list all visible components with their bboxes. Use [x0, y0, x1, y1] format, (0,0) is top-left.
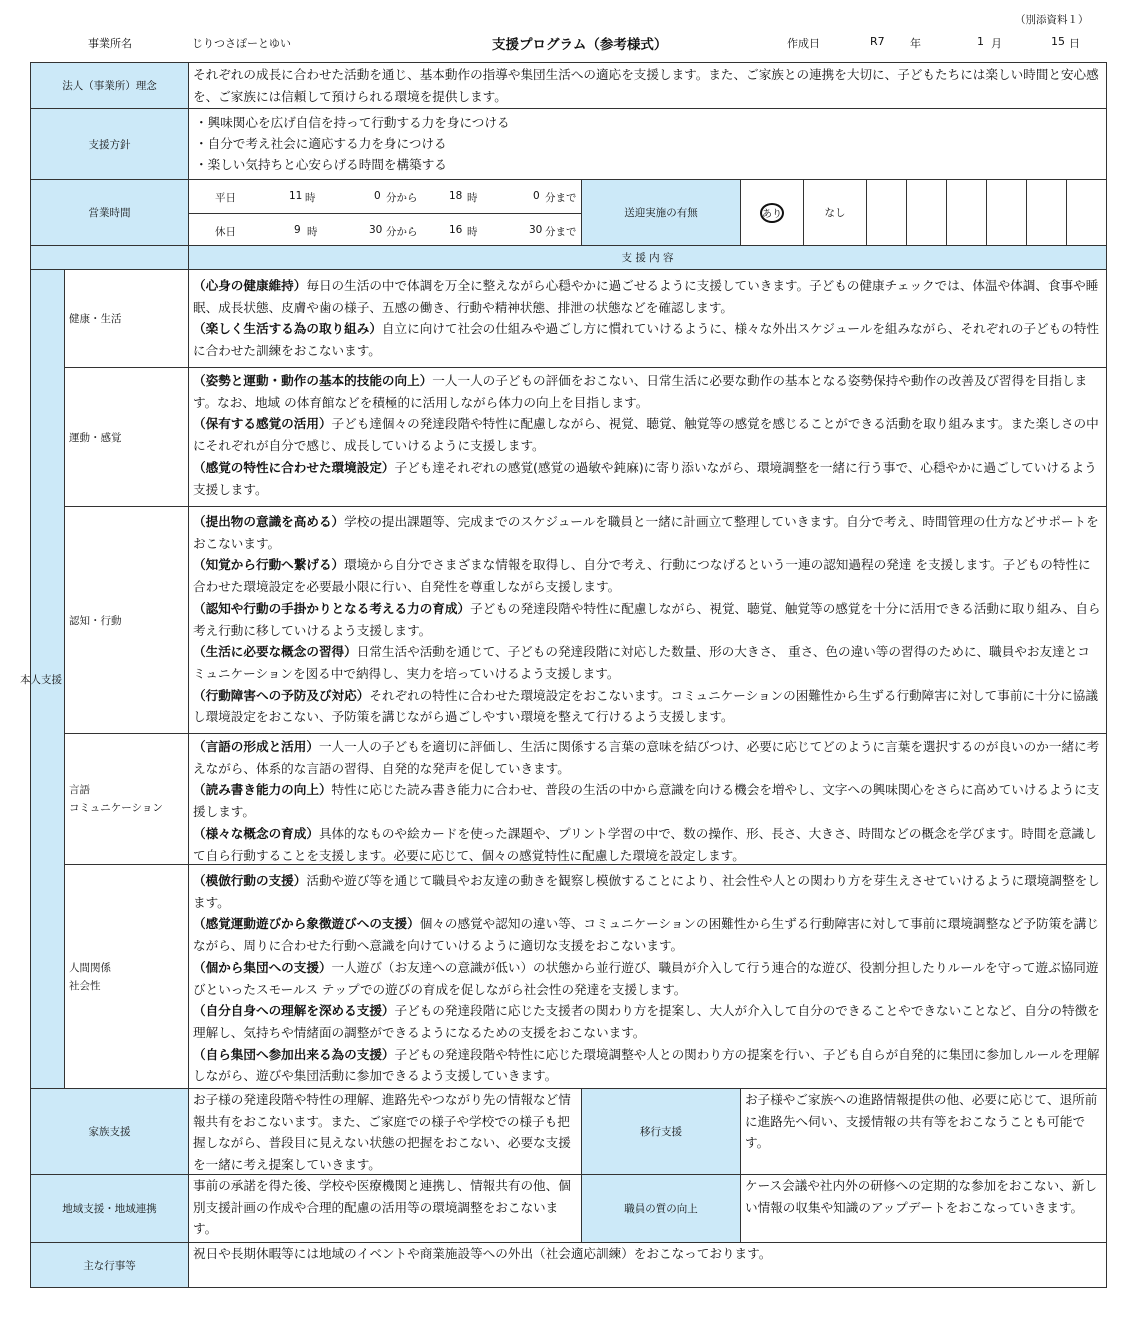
holiday-label: 休日 — [215, 226, 236, 238]
blank-cell — [1066, 179, 1107, 246]
blank-cell — [1026, 179, 1067, 246]
holiday-hours-row — [188, 213, 582, 246]
until-unit: 分まで — [545, 192, 577, 204]
philosophy-text: それぞれの成長に合わせた活動を通じ、基本動作の指導や集団生活への適応を支援します。また、ご家族との連携を大切に、子どもたちには楽しい時間と安心感を、ご家族には信頼して預けられる環境を提供します。 — [188, 62, 1107, 109]
support-paragraph — [193, 318, 1102, 361]
family-support-text: お子様の発達段階や特性の理解、進路先やつながり先の情報など情報共有をおこないます。また、ご家庭での様子や学校での様子も把握しながら、普段目に見えない状態の把握をおこない、必要な支援を一緒に考え提案していきます。 — [188, 1088, 582, 1175]
staff-quality-text: ケース会議や社内外の研修への定期的な参加をおこない、新しい情報の収集や知識のアップデートをおこなっていきます。 — [740, 1174, 1107, 1243]
paragraph-text: 一人一人の子どもの評価をおこない、日常生活に必要な動作の基本となる姿勢保持や動作の改善及び習得を目指します。なお、地域 の体育館などを積極的に活用しながら体力の向上を目指します。 — [193, 373, 1088, 410]
paragraph-heading: （認知や行動の手掛かりとなる考える力の育成） — [193, 600, 471, 616]
support-paragraph — [193, 511, 1102, 554]
hour-unit: 時 — [305, 192, 316, 204]
transition-support-label: 移行支援 — [581, 1088, 741, 1175]
support-paragraph — [193, 598, 1102, 641]
created-year-unit: 年 — [910, 37, 921, 50]
from-unit: 分から — [386, 226, 418, 238]
created-era: R7 — [870, 35, 885, 48]
weekday-start-hour: 11 — [289, 190, 303, 202]
hour-unit: 時 — [307, 226, 318, 238]
holiday-start-min: 30 — [369, 224, 383, 236]
paragraph-heading: （楽しく生活する為の取り組み） — [193, 321, 382, 337]
blank-cell — [866, 179, 907, 246]
paragraph-text: 一人一人の子どもを適切に評価し、生活に関係する言葉の意味を結びつけ、必要に応じてどのように言葉を選択するのが良いのか一緒に考えながら、体系的な言語の習得、自発的な発声を促していきます。 — [193, 739, 1100, 776]
section-label-health: 健康・生活 — [64, 269, 189, 368]
support-paragraph — [193, 554, 1102, 597]
support-paragraph — [193, 685, 1102, 728]
hours-label: 営業時間 — [30, 179, 189, 246]
community-support-text: 事前の承諾を得た後、学校や医療機関と連携し、情報共有の他、個別支援計画の作成や合理的配慮の活用等の環境調整をおこないます。 — [188, 1174, 582, 1243]
paragraph-heading: （感覚の特性に合わせた環境設定） — [193, 459, 395, 475]
support-paragraph — [193, 1000, 1102, 1043]
holiday-end-min: 30 — [529, 224, 543, 236]
blank-cell — [906, 179, 947, 246]
holiday-start-hour: 9 — [294, 224, 301, 236]
weekday-end-hour: 18 — [449, 190, 463, 202]
paragraph-heading: （模倣行動の支援） — [193, 873, 307, 888]
policy-item: ・興味関心を広げ自信を持って行動する力を身につける — [195, 115, 510, 130]
section-content-motor — [188, 367, 1107, 507]
paragraph-text: それぞれの特性に合わせた環境設定をおこないます。コミュニケーションの困難性から生ずる行動障害に対して事前に十分に協議し環境設定をおこない、予防策を講じながら過ごしやすい環境を整えて行けるよう支援します。 — [193, 687, 1098, 725]
section-label-cognition: 認知・行動 — [64, 506, 189, 734]
page-title: 支援プログラム（参考様式） — [492, 37, 668, 53]
philosophy-label: 法人（事業所）理念 — [30, 62, 189, 109]
weekday-label: 平日 — [215, 192, 236, 204]
paragraph-text: 学校の提出課題等、完成までのスケジュールを職員と一緒に計画立て整理していきます。自分で考え、時間管理の仕方などサポートをおこないます。 — [193, 514, 1099, 551]
until-unit: 分まで — [545, 226, 577, 238]
support-paragraph — [193, 779, 1102, 822]
paragraph-text: 個々の感覚や認知の違い等、コミュニケーションの困難性から生ずる行動障害に対して事前に環境調整など予防策を講じながら、周りに合わせた行動へ意識を向けていけるように適切な支援をおこないます。 — [193, 916, 1099, 954]
paragraph-text: 子ども達それぞれの感覚(感覚の過敏や鈍麻)に寄り添いながら、環境調整を一緒に行う事で、心穏やかに過ごしていけるよう支援します。 — [193, 459, 1097, 497]
hour-unit: 時 — [467, 226, 478, 238]
support-paragraph — [193, 1044, 1102, 1087]
transport-label: 送迎実施の有無 — [581, 179, 741, 246]
paragraph-heading: （個から集団への支援） — [193, 959, 332, 975]
section-content-cognition — [188, 506, 1107, 734]
paragraph-heading: （保有する感覚の活用） — [193, 416, 332, 432]
paragraph-text: 子どもの発達段階や特性に応じた環境調整や人との関わり方の提案を行い、子ども自らが自発的に集団に参加しルールを理解しながら、遊びや集団活動に参加できるよう支援していきます。 — [193, 1046, 1100, 1084]
paragraph-text: 具体的なものや絵カードを使った課題や、プリント学習の中で、数の操作、形、長さ、大きさ、時間などの概念を学びます。時間を意識して自ら行動することを支援します。必要に応じて、個々の感覚特性に配慮した環境を設定します。 — [193, 825, 1097, 863]
section-label-social: 人間関係 社会性 — [64, 864, 189, 1089]
support-paragraph — [193, 370, 1102, 413]
paragraph-heading: （読み書き能力の向上） — [193, 782, 332, 798]
transition-support-text: お子様やご家族への進路情報提供の他、必要に応じて、退所前に進路先へ伺い、支援情報の共有等をおこなうことも可能です。 — [740, 1088, 1107, 1175]
section-label-language: 言語 コミュニケーション — [64, 733, 189, 865]
paragraph-text: 活動や遊び等を通じて職員やお友達の動きを観察し模倣することにより、社会性や人との関わり方を芽生えさせていけるように環境調整をします。 — [193, 873, 1100, 910]
created-day: 15 — [1051, 35, 1065, 48]
paragraph-heading: （生活に必要な概念の習得） — [193, 644, 357, 660]
paragraph-text: 日常生活や活動を通じて、子どもの発達段階に対応した数量、形の大きさ、 重さ、色の違い等の習得のために、職員やお友達とコミュニケーションを図る中で納得し、実力を培っていけるよう支援します。 — [193, 644, 1090, 681]
support-paragraph — [193, 957, 1102, 1000]
support-paragraph — [193, 736, 1102, 779]
office-name: じりつさぽーとゆい — [192, 37, 291, 50]
paragraph-heading: （行動障害への予防及び対応） — [193, 687, 370, 703]
created-month-unit: 月 — [991, 37, 1002, 50]
section-label-motor: 運動・感覚 — [64, 367, 189, 507]
paragraph-heading: （知覚から行動へ繋げる） — [193, 557, 345, 573]
support-paragraph — [193, 641, 1102, 684]
blank-cell — [946, 179, 987, 246]
paragraph-heading: （自分自身への理解を深める支援） — [193, 1003, 395, 1019]
appendix-label: （別添資料１） — [1015, 14, 1089, 26]
transport-yes-cell — [740, 179, 804, 246]
support-paragraph — [193, 457, 1102, 500]
weekday-end-min: 0 — [533, 190, 540, 202]
weekday-hours-row — [188, 179, 582, 214]
paragraph-heading: （提出物の意識を高める） — [193, 514, 345, 529]
blank-cell — [986, 179, 1027, 246]
paragraph-heading: （言語の形成と活用） — [193, 739, 319, 754]
transport-yes-selected: あり — [760, 203, 784, 223]
transport-no-cell: なし — [803, 179, 867, 246]
policy-label: 支援方針 — [30, 108, 189, 180]
paragraph-text: 子ども達個々の発達段階や特性に配慮しながら、視覚、聴覚、触覚等の感覚を感じることができる活動を取り組みます。また楽しさの中にそれぞれが自分で感じ、成長していけるように支援します。 — [193, 416, 1099, 454]
paragraph-text: 環境から自分でさまざまな情報を取得し、自分で考え、行動につなげるという一連の認知過程の発達 を支援します。子どもの特性に合わせた環境設定を必要最小限に行い、自発性を尊重しながら支援します。 — [193, 557, 1091, 595]
hour-unit: 時 — [467, 192, 478, 204]
paragraph-text: 一人遊び（お友達への意識が低い）の状態から並行遊び、職員が介入して行う連合的な遊び、役割分担したりルールを守って遊ぶ協同遊びといったスモールス テップでの遊びの育成を促しながら社会性の発達を支援します。 — [193, 959, 1099, 997]
staff-quality-label: 職員の質の向上 — [581, 1174, 741, 1243]
personal-support-label: 本人支援 — [30, 269, 65, 1089]
paragraph-text: 毎日の生活の中で体調を万全に整えながら心穏やかに過ごせるように支援していきます。子どもの健康チェックでは、体温や体調、食事や睡眠、成長状態、皮膚や歯の様子、五感の働き、行動や精神状態、排泄の状態などを確認します。 — [193, 278, 1099, 315]
paragraph-heading: （様々な概念の育成） — [193, 825, 319, 841]
from-unit: 分から — [386, 192, 418, 204]
paragraph-heading: （心身の健康維持） — [193, 278, 307, 293]
section-content-social — [188, 864, 1107, 1089]
created-month: 1 — [977, 35, 984, 48]
paragraph-heading: （姿勢と運動・動作の基本的技能の向上） — [193, 373, 433, 388]
events-text: 祝日や長期休暇等には地域のイベントや商業施設等への外出（社会適応訓練）をおこなっております。 — [188, 1242, 1107, 1288]
section-content-language — [188, 733, 1107, 865]
policy-item: ・自分で考え社会に適応する力を身につける — [195, 136, 447, 151]
office-name-label: 事業所名 — [88, 37, 132, 50]
paragraph-text: 特性に応じた読み書き能力に合わせ、普段の生活の中から意識を向ける機会を増やし、文字への興味関心をさらに高めていけるように支援します。 — [193, 782, 1100, 820]
family-support-label: 家族支援 — [30, 1088, 189, 1175]
policy-item: ・楽しい気持ちと心安らげる時間を構築する — [195, 157, 447, 172]
weekday-start-min: 0 — [374, 190, 381, 202]
paragraph-heading: （自ら集団へ参加出来る為の支援） — [193, 1046, 395, 1062]
paragraph-text: 自立に向けて社会の仕組みや過ごし方に慣れていけるように、様々な外出スケジュールを組みながら、それぞれの子どもの特性に合わせた訓練をおこないます。 — [193, 321, 1099, 359]
holiday-end-hour: 16 — [449, 224, 463, 236]
support-paragraph — [193, 275, 1102, 318]
paragraph-text: 子どもの発達段階や特性に配慮しながら、視覚、聴覚、触覚等の感覚を十分に活用できる活動に取り組み、自ら考え行動に移していけるよう支援します。 — [193, 600, 1101, 638]
support-paragraph — [193, 823, 1102, 866]
community-support-label: 地域支援・地域連携 — [30, 1174, 189, 1243]
created-day-unit: 日 — [1069, 37, 1080, 50]
paragraph-text: 子どもの発達段階に応じた支援者の関わり方を提案し、大人が介入して自分のできることやできないことなど、自分の特徴を理解し、気持ちや情緒面の調整ができるようになるための支援をおこないます。 — [193, 1003, 1100, 1040]
support-paragraph — [193, 870, 1102, 913]
events-label: 主な行事等 — [30, 1242, 189, 1288]
paragraph-heading: （感覚運動遊びから象徴遊びへの支援） — [193, 916, 420, 932]
support-paragraph — [193, 413, 1102, 456]
support-header-spacer — [30, 245, 189, 270]
support-paragraph — [193, 913, 1102, 956]
support-content-header: 支 援 内 容 — [188, 245, 1107, 270]
policy-list — [188, 108, 1107, 180]
section-content-health — [188, 269, 1107, 368]
created-date-label: 作成日 — [787, 37, 820, 50]
